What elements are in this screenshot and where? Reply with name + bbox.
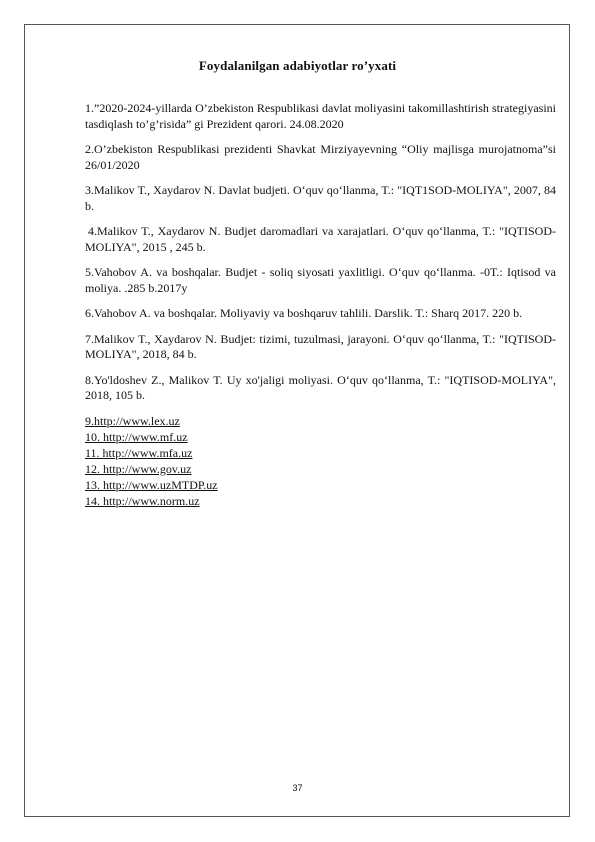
link-lex[interactable]: 9.http://www.lex.uz <box>85 413 180 428</box>
link-mfa[interactable]: 11. http://www.mfa.uz <box>85 445 193 460</box>
link-mf[interactable]: 10. http://www.mf.uz <box>85 429 188 444</box>
reference-list <box>85 101 556 509</box>
reference-item-7: 7.Malikov T., Xaydarov N. Budjet: tizimi, tuzulmasi, jarayoni. O‘quv qo‘llanma, T.: "IQTISOD-MOLIYA", 2018, 84 b. <box>85 331 556 361</box>
link-gov[interactable]: 12. http://www.gov.uz <box>85 461 192 476</box>
page-title: Foydalanilgan adabiyotlar ro’yxati <box>198 58 397 73</box>
web-links <box>85 413 556 509</box>
reference-item-8: 8.Yo'ldoshev Z., Malikov T. Uy xo'jaligi moliyasi. O‘quv qo‘llanma, T.: "IQTISOD-MOLIYA", 2018, 105 b. <box>85 372 556 402</box>
reference-item-4: 4.Malikov T., Xaydarov N. Budjet daromadlari va xarajatlari. O‘quv qo‘llanma, T.: "IQTISOD-MOLIYA", 2015 , 245 b. <box>85 224 556 254</box>
reference-item-3: 3.Malikov T., Xaydarov N. Davlat budjeti. O‘quv qo‘llanma, T.: "IQT1SOD-MOLIYA", 2007, 84 b. <box>85 183 556 213</box>
reference-item-2: 2.O’zbekiston Respublikasi prezidenti Shavkat Mirziyayevning “Oliy majlisga murojatnoma”si 26/01/2020 <box>85 142 556 172</box>
reference-item-5: 5.Vahobov A. va boshqalar. Budjet - soliq siyosati yaxlitligi. O‘quv qo‘llanma. -0T.: Iqtisod va moliya. .285 b.2017y <box>85 265 556 295</box>
page-number: 37 <box>292 783 303 793</box>
reference-item-1: 1.”2020-2024-yillarda O’zbekiston Respublikasi davlat moliyasini takomillashtirish strategiyasini tasdiqlash to’g’risida” gi Prezident qarori. 24.08.2020 <box>85 101 556 131</box>
reference-item-6: 6.Vahobov A. va boshqalar. Moliyaviy va boshqaruv tahlili. Darslik. T.: Sharq 2017. 220 b. <box>85 306 523 320</box>
link-uzmtdp[interactable]: 13. http://www.uzMTDP.uz <box>85 477 218 492</box>
link-norm[interactable]: 14. http://www.norm.uz <box>85 493 200 508</box>
